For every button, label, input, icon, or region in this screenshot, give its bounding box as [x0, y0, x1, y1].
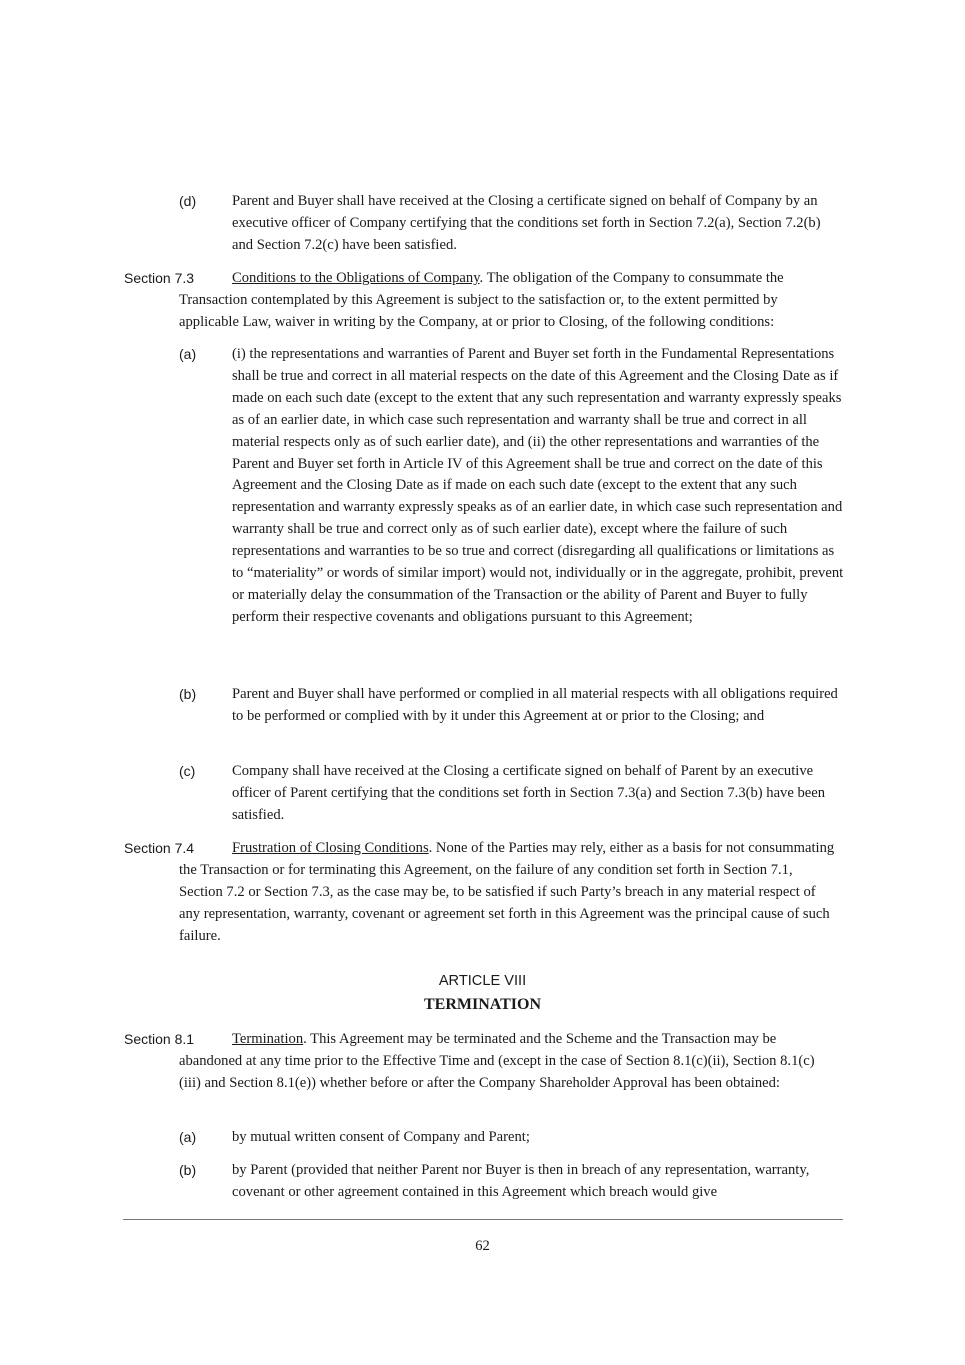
section-7-3-text: . The obligation of the Company to consummate the Transaction contemplated by this Agreement is subject to the satisfaction or, to the extent permitted by applicable Law, waiver in writing by the Company, at or prior to Closing, of the following conditions: — [179, 270, 784, 330]
section-8-1-item-b-label: (b) — [179, 1162, 197, 1178]
section-8-1-label: Section 8.1 — [124, 1031, 195, 1047]
section-7-3-item-c-text: Company shall have received at the Closing a certificate signed on behalf of Parent by an executive officer of Parent certifying that the conditions set forth in Section 7.3(a) and Section 7.3(b) have been satisfied. — [232, 763, 826, 823]
section-8-1-item-a-label: (a) — [179, 1129, 197, 1145]
section-7-3-paragraph — [179, 268, 841, 334]
section-8-1-text: . This Agreement may be terminated and the Scheme and the Transaction may be abandoned at any time prior to the Effective Time and (except in the case of Section 8.1(c)(ii), Section 8.1(c)(iii) and Section 8.1(e)) whether before or after the Company Shareholder Approval has been obtained: — [179, 1031, 815, 1091]
section-7-3-heading: Conditions to the Obligations of Company — [232, 270, 480, 286]
footer-divider — [123, 1219, 843, 1220]
section-7-3-item-a-label: (a) — [179, 346, 197, 362]
section-8-1-item-b-text: by Parent (provided that neither Parent nor Buyer is then in breach of any representation, warranty, covenant or other agreement contained in this Agreement which breach would give — [232, 1162, 810, 1200]
section-7-4-heading: Frustration of Closing Conditions — [232, 840, 429, 856]
section-8-1-heading: Termination — [232, 1031, 304, 1047]
item-text-d: Parent and Buyer shall have received at the Closing a certificate signed on behalf of Company by an executive officer of Company certifying that the conditions set forth in Section 7.2(a), Section 7.2(b) and Section 7.2(c) have been satisfied. — [232, 193, 821, 253]
section-7-3-item-c-label: (c) — [179, 763, 196, 779]
section-8-1-item-a-text: by mutual written consent of Company and Parent; — [232, 1129, 530, 1145]
section-7-3-label: Section 7.3 — [124, 270, 195, 286]
section-7-4-label: Section 7.4 — [124, 840, 195, 856]
section-8-1-paragraph — [179, 1029, 831, 1095]
section-7-4-text: . None of the Parties may rely, either as a basis for not consummating the Transaction or for terminating this Agreement, on the failure of any condition set forth in Section 7.1, Section 7.2 or Section 7.3, as the case may be, to be satisfied if such Party’s breach in any material respect of any representation, warranty, covenant or agreement set forth in this Agreement was the principal cause of such failure. — [179, 840, 835, 944]
article-label: ARTICLE VIII — [438, 973, 527, 989]
section-7-3-item-b-label: (b) — [179, 686, 197, 702]
item-label-d: (d) — [179, 193, 197, 209]
section-7-3-item-a-text: (i) the representations and warranties of Parent and Buyer set forth in the Fundamental Representations shall be true and correct in all material respects on the date of this Agreement and the Closing Date as if made on each such date (except to the extent that any such representation and warranty expressly speaks as of an earlier date, in which case such representation and warranty shall be true and correct in all material respects only as of such earlier date), and (ii) the other representations and warranties of the Parent and Buyer set forth in Article IV of this Agreement shall be true and correct on the date of this Agreement and the Closing Date as if made on each such date (except to the extent that any such representation and warranty expressly speaks as of an earlier date, in which case such representation and warranty shall be true and correct only as of such earlier date), except where the failure of such representations and warranties to be so true and correct (disregarding all qualifications or limitations as to “materiality” or words of similar import) would not, individually or in the aggregate, prohibit, prevent or materially delay the consummation of the Transaction or the ability of Parent and Buyer to fully perform their respective covenants and obligations pursuant to this Agreement; — [232, 346, 844, 625]
section-7-3-item-b-text: Parent and Buyer shall have performed or complied in all material respects with all obligations required to be performed or complied with by it under this Agreement at or prior to the Closing; and — [232, 686, 838, 724]
article-title: TERMINATION — [423, 996, 542, 1013]
page-number: 62 — [475, 1238, 490, 1254]
section-7-4-paragraph — [179, 838, 839, 948]
